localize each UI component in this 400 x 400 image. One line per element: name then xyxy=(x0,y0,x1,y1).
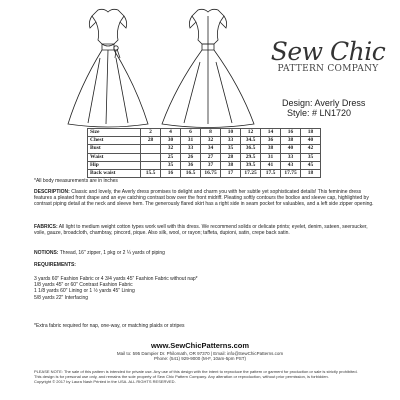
table-header-cell: Size xyxy=(88,129,141,137)
table-cell: 34 xyxy=(201,145,221,153)
table-cell xyxy=(141,153,161,161)
table-cell: 35 xyxy=(301,153,321,161)
legal-line: Copyright © 2017 by Laura Nash Printed in the USA. ALL RIGHTS RESERVED. xyxy=(34,379,176,384)
table-header-cell: 2 xyxy=(141,129,161,137)
table-cell: 17.5 xyxy=(261,169,281,177)
table-cell: 28 xyxy=(141,137,161,145)
table-cell: 27 xyxy=(201,153,221,161)
table-cell: 39.5 xyxy=(241,161,261,169)
table-cell: 38 xyxy=(281,137,301,145)
table-cell: 33 xyxy=(181,145,201,153)
table-cell: 18 xyxy=(301,169,321,177)
table-cell: 32 xyxy=(201,137,221,145)
table-cell: 17.75 xyxy=(281,169,301,177)
table-cell: 38 xyxy=(221,161,241,169)
table-header-cell: 8 xyxy=(201,129,221,137)
table-cell: 37 xyxy=(201,161,221,169)
table-header-cell: 18 xyxy=(301,129,321,137)
brand-block xyxy=(258,37,398,74)
fabrics-label: FABRICS: xyxy=(34,224,58,230)
table-cell: 33 xyxy=(281,153,301,161)
table-row-label: Hip xyxy=(88,161,141,169)
requirement-line: 1/8 yards 45" or 60" Contrast Fashion Fabric xyxy=(34,282,133,289)
table-cell: 38 xyxy=(261,145,281,153)
design-title: Design: Averly Dress xyxy=(282,98,366,108)
notions-label: NOTIONS: xyxy=(34,250,59,256)
table-cell: 17.25 xyxy=(241,169,261,177)
website-link[interactable]: www.SewChicPatterns.com xyxy=(150,341,250,350)
table-cell xyxy=(141,145,161,153)
table-cell: 36 xyxy=(181,161,201,169)
table-row xyxy=(88,169,321,177)
table-header-cell: 4 xyxy=(161,129,181,137)
contact-info xyxy=(0,351,400,361)
notions-text: Thread, 16" zipper, 1 pkg or 2 ¼ yards of piping xyxy=(58,250,165,256)
table-row-label: Back waist xyxy=(88,169,141,177)
table-cell: 34.5 xyxy=(241,137,261,145)
notions-paragraph xyxy=(34,250,374,256)
table-cell: 31 xyxy=(181,137,201,145)
size-chart-table xyxy=(87,128,321,178)
table-cell: 26 xyxy=(181,153,201,161)
table-cell xyxy=(141,161,161,169)
brand-logo-name: Sew Chic xyxy=(270,37,386,66)
brand-logo-subtitle: PATTERN COMPANY xyxy=(277,64,379,74)
requirements-label: REQUIREMENTS: xyxy=(34,262,76,268)
table-cell: 16.75 xyxy=(201,169,221,177)
legal-line: PLEASE NOTE: The sale of this pattern is intended for private use. Any use of this design with the intent to reproduce the pattern or garment for production or sale is strictly prohibited. xyxy=(34,369,358,374)
table-row-label: Chest xyxy=(88,137,141,145)
legal-line: This design is for personal use only, and remains the sole property of Sew Chic Pattern Company. Any alteration or reproduction, without prior permission, is forbidden. xyxy=(34,374,329,379)
requirement-line: 1 1/8 yards 60" Lining or 1 ½ yards 45" Lining xyxy=(34,288,135,295)
table-cell: 33 xyxy=(221,137,241,145)
table-cell: 35 xyxy=(161,161,181,169)
table-cell: 45 xyxy=(301,161,321,169)
requirement-line: 5/8 yards 22" Interfacing xyxy=(34,294,89,301)
table-cell: 17 xyxy=(221,169,241,177)
extra-fabric-note: *Extra fabric required for nap, one-way, or matching plaids or stripes xyxy=(34,323,185,329)
table-row-label: Bust xyxy=(88,145,141,153)
requirements-list xyxy=(34,276,374,301)
requirements-heading xyxy=(34,262,374,268)
table-row xyxy=(88,153,321,161)
table-header-cell: 6 xyxy=(181,129,201,137)
table-row xyxy=(88,137,321,145)
table-cell: 30 xyxy=(161,137,181,145)
table-cell: 32 xyxy=(161,145,181,153)
contact-line: Phone: (541) 929-9000 (M-F, 10am-5pm PST) xyxy=(153,356,247,361)
table-cell: 41 xyxy=(261,161,281,169)
contact-line: Mail to: 595 Dampier Dr. Philomath, OR 97370 | Email: info@SewChicPatterns.com xyxy=(116,351,284,356)
table-cell: 42 xyxy=(301,145,321,153)
measurement-note: *All body measurements are in inches xyxy=(34,178,118,184)
description-text: Classic and lovely, the Averly dress promises to delight and charm you with her subtle yet sophisticated details! This feminine dress features a pleated front drape and an eye catching contrast bow over the front midriff. Pleating softly contours the bodice and sleeve cap, highlighted by contrast piping detail at the neck and sleeve hem. The generously flared skirt has a right side in seam pocket for valuables, and a left side zipper opening. xyxy=(34,189,374,208)
table-header-cell: 12 xyxy=(241,129,261,137)
table-cell: 29.5 xyxy=(241,153,261,161)
design-style: Style: # LN1720 xyxy=(287,108,352,118)
table-header-cell: 16 xyxy=(281,129,301,137)
table-cell: 35 xyxy=(221,145,241,153)
legal-notice xyxy=(34,369,374,384)
table-cell: 36 xyxy=(261,137,281,145)
table-header-row xyxy=(88,129,321,137)
table-row xyxy=(88,161,321,169)
table-cell: 15.5 xyxy=(141,169,161,177)
table-cell: 40 xyxy=(301,137,321,145)
table-cell: 25 xyxy=(161,153,181,161)
table-cell: 28 xyxy=(221,153,241,161)
description-label: DESCRIPTION: xyxy=(34,189,70,195)
table-cell: 40 xyxy=(281,145,301,153)
fabrics-text: All light to medium weight cotton types work well with this dress. We recommend solids or delicate prints; eyelet, denim, sateen, seersucker, voile, gauze, broadcloth, chambray, pincord, pique. Also silk, wool, or rayon; taffeta, dupioni, satin, crepe back satin. xyxy=(34,224,368,237)
table-header-cell: 14 xyxy=(261,129,281,137)
dress-illustrations xyxy=(58,6,258,128)
fabrics-paragraph xyxy=(34,224,374,236)
description-paragraph xyxy=(34,189,374,208)
table-row-label: Waist xyxy=(88,153,141,161)
table-cell: 36.5 xyxy=(241,145,261,153)
table-cell: 16 xyxy=(161,169,181,177)
table-cell: 16.5 xyxy=(181,169,201,177)
dress-sketch xyxy=(58,6,258,128)
table-cell: 31 xyxy=(261,153,281,161)
table-row xyxy=(88,145,321,153)
requirement-line: 3 yards 60" Fashion Fabric or 4 3/4 yards 45" Fashion Fabric without nap* xyxy=(34,276,198,282)
table-cell: 43 xyxy=(281,161,301,169)
table-header-cell: 10 xyxy=(221,129,241,137)
